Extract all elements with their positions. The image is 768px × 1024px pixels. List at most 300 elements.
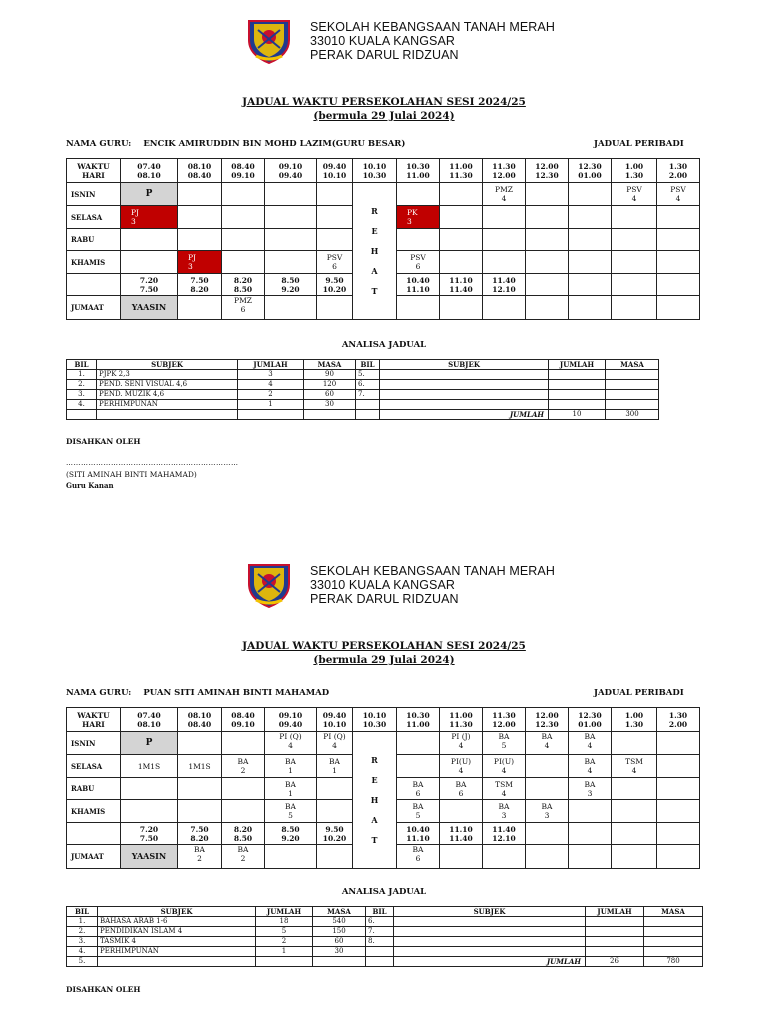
day-khamis: KHAMIS	[67, 251, 121, 274]
table-cell: PI(U) 4	[483, 755, 526, 778]
table-cell	[265, 183, 317, 206]
table-cell	[526, 845, 569, 869]
table-cell	[440, 845, 483, 869]
table-cell	[356, 400, 380, 410]
table-cell	[380, 380, 549, 390]
school-name: SEKOLAH KEBANGSAAN TANAH MERAH	[310, 20, 555, 34]
cell-p: P	[121, 183, 178, 206]
table-cell	[178, 229, 222, 251]
table-cell: 8.50 9.20	[265, 823, 317, 845]
slot-header: 11.00 11.30	[440, 159, 483, 183]
table-cell	[644, 927, 703, 937]
table-cell: 18	[256, 917, 313, 927]
table-cell	[612, 800, 657, 823]
table-cell: MASA	[644, 907, 703, 917]
table-cell	[586, 927, 644, 937]
table-cell	[178, 778, 222, 800]
table-cell	[121, 229, 178, 251]
cell-class-highlight: PJ 3	[121, 206, 178, 229]
school-name: SEKOLAH KEBANGSAAN TANAH MERAH	[310, 564, 555, 578]
teacher-name: ENCIK AMIRUDDIN BIN MOHD LAZIM(GURU BESAR)	[143, 139, 406, 149]
table-cell	[317, 845, 353, 869]
table-cell	[121, 778, 178, 800]
table-cell	[612, 251, 657, 274]
table-cell	[612, 274, 657, 296]
table-cell	[657, 823, 700, 845]
table-cell: SUBJEK	[394, 907, 586, 917]
table-cell: BA 5	[483, 732, 526, 755]
slot-header: 09.40 10.10	[317, 159, 353, 183]
table-cell: 9.50 10.20	[317, 823, 353, 845]
table-cell	[644, 937, 703, 947]
cell-class: PSV 4	[612, 183, 657, 206]
table-cell	[586, 947, 644, 957]
table-cell	[397, 296, 440, 320]
cell-class: PMZ 4	[483, 183, 526, 206]
waktu-hari-header: WAKTU HARI	[67, 159, 121, 183]
table-cell: JUMLAH	[380, 410, 549, 420]
table-cell	[317, 778, 353, 800]
teacher-name: PUAN SITI AMINAH BINTI MAHAMAD	[143, 688, 330, 698]
table-cell	[657, 229, 700, 251]
table-cell: 08.40 09.10	[222, 708, 265, 732]
table-cell: 11.00 11.30	[440, 708, 483, 732]
table-cell: 4	[238, 380, 304, 390]
table-cell	[222, 229, 265, 251]
table-cell	[569, 206, 612, 229]
table-cell	[644, 917, 703, 927]
table-cell	[317, 800, 353, 823]
table-cell: 2.	[67, 927, 98, 937]
table-cell: JUMLAH	[256, 907, 313, 917]
table-cell	[657, 755, 700, 778]
slot-header: 07.40 08.10	[121, 159, 178, 183]
table-cell: BIL	[67, 907, 98, 917]
table-cell: 4.	[67, 400, 97, 410]
table-cell	[397, 755, 440, 778]
table-cell: JUMAAT	[67, 845, 121, 869]
disahkan-label: DISAHKAN OLEH	[66, 985, 141, 994]
table-cell	[569, 183, 612, 206]
slot-header: 1.30 2.00	[657, 159, 700, 183]
table-cell: SELASA	[67, 755, 121, 778]
table-cell: RABU	[67, 778, 121, 800]
analisa-row	[67, 937, 703, 947]
analisa-table	[66, 359, 659, 420]
analisa-row	[67, 370, 659, 380]
table-cell: 5	[256, 927, 313, 937]
table-cell: MASA	[606, 360, 659, 370]
table-cell: BA 5	[397, 800, 440, 823]
table-cell	[526, 823, 569, 845]
school-postcode: 33010 KUALA KANGSAR	[310, 34, 456, 48]
table-cell	[67, 410, 97, 420]
table-cell: BA 2	[222, 845, 265, 869]
table-cell	[394, 927, 586, 937]
table-cell	[222, 206, 265, 229]
school-crest-icon	[244, 18, 294, 64]
table-cell	[612, 229, 657, 251]
table-cell: 7.	[366, 927, 394, 937]
table-cell	[657, 800, 700, 823]
table-cell	[222, 800, 265, 823]
table-cell	[366, 957, 394, 967]
table-cell	[526, 778, 569, 800]
table-cell: PEND. MUZIK 4,6	[97, 390, 238, 400]
table-cell: ISNIN	[67, 732, 121, 755]
table-cell	[657, 251, 700, 274]
table-cell	[657, 274, 700, 296]
table-cell	[178, 800, 222, 823]
analisa-row	[67, 917, 703, 927]
table-cell: TASMIK 4	[98, 937, 256, 947]
jadual-peribadi-label: JADUAL PERIBADI	[594, 688, 684, 698]
table-cell: WAKTU HARI	[67, 708, 121, 732]
table-cell	[265, 296, 317, 320]
table-cell: 1.	[67, 917, 98, 927]
table-cell: 60	[304, 390, 356, 400]
table-cell	[178, 732, 222, 755]
analisa-total-row	[67, 410, 659, 420]
slot-header: 09.10 09.40	[265, 159, 317, 183]
table-cell	[586, 917, 644, 927]
table-cell: 12.30 01.00	[569, 708, 612, 732]
table-cell: 1	[238, 400, 304, 410]
table-cell: 540	[313, 917, 366, 927]
table-cell: 8.50 9.20	[265, 274, 317, 296]
table-cell	[178, 206, 222, 229]
table-cell: BA 2	[222, 755, 265, 778]
analisa-row	[67, 927, 703, 937]
table-cell: JUMLAH	[394, 957, 586, 967]
table-cell: BIL	[67, 360, 97, 370]
table-cell: BA 1	[265, 755, 317, 778]
table-cell: JUMLAH	[586, 907, 644, 917]
school-address	[310, 564, 555, 606]
table-cell: 09.40 10.10	[317, 708, 353, 732]
table-cell: 7.50 8.20	[178, 823, 222, 845]
table-cell	[569, 823, 612, 845]
header-row	[67, 159, 700, 183]
table-cell: 2	[238, 390, 304, 400]
table-row	[67, 360, 659, 370]
table-cell: 8.	[366, 937, 394, 947]
table-cell	[222, 732, 265, 755]
table-cell: BA 3	[526, 800, 569, 823]
table-cell: 9.50 10.20	[317, 274, 353, 296]
table-cell: MASA	[313, 907, 366, 917]
table-cell	[612, 823, 657, 845]
analisa-row	[67, 400, 659, 410]
table-cell	[549, 390, 606, 400]
table-cell	[526, 183, 569, 206]
table-cell	[549, 370, 606, 380]
table-cell	[657, 845, 700, 869]
table-cell	[238, 410, 304, 420]
school-address	[310, 20, 555, 62]
table-cell: PEND. SENI VISUAL 4,6	[97, 380, 238, 390]
table-cell	[121, 251, 178, 274]
table-cell	[526, 206, 569, 229]
table-cell: 3	[238, 370, 304, 380]
page-title: JADUAL WAKTU PERSEKOLAHAN SESI 2024/25	[242, 96, 526, 108]
table-cell: PJPK 2,3	[97, 370, 238, 380]
table-cell	[265, 251, 317, 274]
table-cell	[222, 251, 265, 274]
table-cell: PI (J) 4	[440, 732, 483, 755]
cell-class: PMZ 6	[222, 296, 265, 320]
analisa-title: ANALISA JADUAL	[341, 887, 427, 897]
table-row	[67, 907, 703, 917]
table-cell	[304, 410, 356, 420]
table-cell	[569, 296, 612, 320]
table-cell	[586, 937, 644, 947]
table-cell: 2.	[67, 380, 97, 390]
table-cell: 10.40 11.10	[397, 823, 440, 845]
analisa-row	[67, 380, 659, 390]
table-cell	[440, 251, 483, 274]
table-cell	[612, 778, 657, 800]
table-cell: 11.40 12.10	[483, 823, 526, 845]
table-row	[67, 708, 700, 732]
table-cell	[394, 917, 586, 927]
table-cell: 7.	[356, 390, 380, 400]
table-cell	[394, 937, 586, 947]
table-cell	[440, 183, 483, 206]
analisa-title: ANALISA JADUAL	[341, 340, 427, 350]
table-cell	[657, 778, 700, 800]
cell-class-highlight: PK 3	[397, 206, 440, 229]
table-cell: 10.30 11.00	[397, 708, 440, 732]
table-cell	[657, 206, 700, 229]
table-cell	[526, 755, 569, 778]
table-cell: 10.40 11.10	[397, 274, 440, 296]
table-cell: PENDIDIKAN ISLAM 4	[98, 927, 256, 937]
table-cell: 26	[586, 957, 644, 967]
table-cell	[317, 206, 353, 229]
page-subtitle: (bermula 29 Julai 2024)	[313, 654, 455, 666]
cell-yaasin: YAASIN	[121, 296, 178, 320]
table-cell: 6.	[366, 917, 394, 927]
table-cell	[483, 251, 526, 274]
table-cell: BA 3	[483, 800, 526, 823]
page-title: JADUAL WAKTU PERSEKOLAHAN SESI 2024/25	[242, 640, 526, 652]
table-cell	[612, 845, 657, 869]
table-cell	[526, 296, 569, 320]
table-cell	[569, 800, 612, 823]
table-cell	[222, 778, 265, 800]
table-cell: 3.	[67, 390, 97, 400]
table-cell: 90	[304, 370, 356, 380]
table-cell	[606, 370, 659, 380]
slot-header: 1.00 1.30	[612, 159, 657, 183]
table-cell: BA 1	[265, 778, 317, 800]
jadual-peribadi-label: JADUAL PERIBADI	[594, 139, 684, 149]
table-cell	[569, 274, 612, 296]
slot-header: 10.10 10.30	[353, 159, 397, 183]
slot-header: 12.00 12.30	[526, 159, 569, 183]
school-crest-icon	[244, 562, 294, 608]
teacher-label: NAMA GURU:	[66, 688, 132, 698]
table-cell	[397, 183, 440, 206]
table-cell	[394, 947, 586, 957]
table-cell: 3.	[67, 937, 98, 947]
table-cell	[265, 206, 317, 229]
slot-header: 11.30 12.00	[483, 159, 526, 183]
table-cell	[569, 845, 612, 869]
table-cell: 12.00 12.30	[526, 708, 569, 732]
table-cell: 7.50 8.20	[178, 274, 222, 296]
slot-header: 08.40 09.10	[222, 159, 265, 183]
table-cell: BAHASA ARAB 1-6	[98, 917, 256, 927]
table-cell: 11.10 11.40	[440, 823, 483, 845]
table-cell	[366, 947, 394, 957]
slot-header: 10.30 11.00	[397, 159, 440, 183]
table-cell	[440, 296, 483, 320]
analisa-table	[66, 906, 703, 967]
table-cell	[397, 732, 440, 755]
signer-block	[66, 469, 197, 491]
table-cell	[657, 296, 700, 320]
table-cell: 08.10 08.40	[178, 708, 222, 732]
table-cell: JUMLAH	[549, 360, 606, 370]
slot-header: 08.10 08.40	[178, 159, 222, 183]
table-cell	[380, 370, 549, 380]
cell-class: PSV 6	[397, 251, 440, 274]
table-cell	[313, 957, 366, 967]
analisa-row	[67, 947, 703, 957]
table-cell: BA 6	[397, 778, 440, 800]
table-cell: BA 2	[178, 845, 222, 869]
teacher-name-row	[66, 688, 329, 698]
table-cell: 1M1S	[178, 755, 222, 778]
table-cell	[612, 732, 657, 755]
table-cell: 11.40 12.10	[483, 274, 526, 296]
rehat-column: R E H A T	[353, 732, 397, 869]
table-cell: 780	[644, 957, 703, 967]
disahkan-label: DISAHKAN OLEH	[66, 437, 141, 446]
table-cell: 2	[256, 937, 313, 947]
table-cell: 10.10 10.30	[353, 708, 397, 732]
school-state: PERAK DARUL RIDZUAN	[310, 48, 459, 62]
row-isnin	[67, 183, 700, 206]
analisa-row	[67, 390, 659, 400]
table-cell	[606, 400, 659, 410]
table-cell	[67, 274, 121, 296]
table-cell: PI (Q) 4	[317, 732, 353, 755]
table-cell	[612, 206, 657, 229]
table-cell: BA 4	[526, 732, 569, 755]
day-rabu: RABU	[67, 229, 121, 251]
table-cell: BIL	[356, 360, 380, 370]
table-cell	[549, 380, 606, 390]
table-cell: BA 1	[317, 755, 353, 778]
table-cell: SUBJEK	[98, 907, 256, 917]
table-cell: 10	[549, 410, 606, 420]
table-cell	[657, 732, 700, 755]
timetable-grid	[66, 707, 700, 869]
table-cell	[265, 845, 317, 869]
table-cell: TSM 4	[483, 778, 526, 800]
table-cell	[606, 390, 659, 400]
row-isnin	[67, 732, 700, 755]
table-cell	[549, 400, 606, 410]
table-cell	[483, 229, 526, 251]
table-cell	[356, 410, 380, 420]
table-cell: JUMLAH	[238, 360, 304, 370]
table-cell: 30	[304, 400, 356, 410]
table-cell: 5.	[356, 370, 380, 380]
slot-header: 12.30 01.00	[569, 159, 612, 183]
table-cell: PERHIMPUNAN	[98, 947, 256, 957]
table-cell: MASA	[304, 360, 356, 370]
table-cell: BIL	[366, 907, 394, 917]
table-cell: 8.20 8.50	[222, 823, 265, 845]
teacher-label: NAMA GURU:	[66, 139, 132, 149]
table-cell	[440, 800, 483, 823]
table-cell: BA 4	[569, 755, 612, 778]
table-cell: 5.	[67, 957, 98, 967]
table-cell	[526, 274, 569, 296]
table-cell: BA 6	[440, 778, 483, 800]
table-cell: BA 5	[265, 800, 317, 823]
table-cell: BA 3	[569, 778, 612, 800]
rehat-column: R E H A T	[353, 183, 397, 320]
table-cell	[222, 183, 265, 206]
table-cell	[483, 296, 526, 320]
table-cell	[256, 957, 313, 967]
table-cell: 6.	[356, 380, 380, 390]
table-cell: 300	[606, 410, 659, 420]
table-cell: 11.30 12.00	[483, 708, 526, 732]
day-jumaat: JUMAAT	[67, 296, 121, 320]
cell-class: PSV 6	[317, 251, 353, 274]
table-cell: SUBJEK	[380, 360, 549, 370]
table-cell: PI(U) 4	[440, 755, 483, 778]
table-cell	[526, 251, 569, 274]
table-cell: 1M1S	[121, 755, 178, 778]
table-cell	[606, 380, 659, 390]
table-cell: 07.40 08.10	[121, 708, 178, 732]
table-cell	[380, 400, 549, 410]
table-cell: 1.	[67, 370, 97, 380]
table-cell: 09.10 09.40	[265, 708, 317, 732]
school-postcode: 33010 KUALA KANGSAR	[310, 578, 456, 592]
table-cell: 8.20 8.50	[222, 274, 265, 296]
table-cell: P	[121, 732, 178, 755]
table-cell	[483, 206, 526, 229]
table-cell	[317, 183, 353, 206]
table-cell: 150	[313, 927, 366, 937]
table-cell	[98, 957, 256, 967]
table-cell	[526, 229, 569, 251]
cell-class: PSV 4	[657, 183, 700, 206]
signer-name: (SITI AMINAH BINTI MAHAMAD)	[66, 470, 197, 479]
table-cell: 1.30 2.00	[657, 708, 700, 732]
table-cell	[67, 823, 121, 845]
analisa-total-row	[67, 957, 703, 967]
table-cell: 1	[256, 947, 313, 957]
table-cell	[97, 410, 238, 420]
table-cell: PERHIMPUNAN	[97, 400, 238, 410]
table-cell: KHAMIS	[67, 800, 121, 823]
table-cell: 11.10 11.40	[440, 274, 483, 296]
page-subtitle: (bermula 29 Julai 2024)	[313, 110, 455, 122]
table-cell	[483, 845, 526, 869]
table-cell	[569, 251, 612, 274]
table-cell: BA 4	[569, 732, 612, 755]
table-cell	[397, 229, 440, 251]
